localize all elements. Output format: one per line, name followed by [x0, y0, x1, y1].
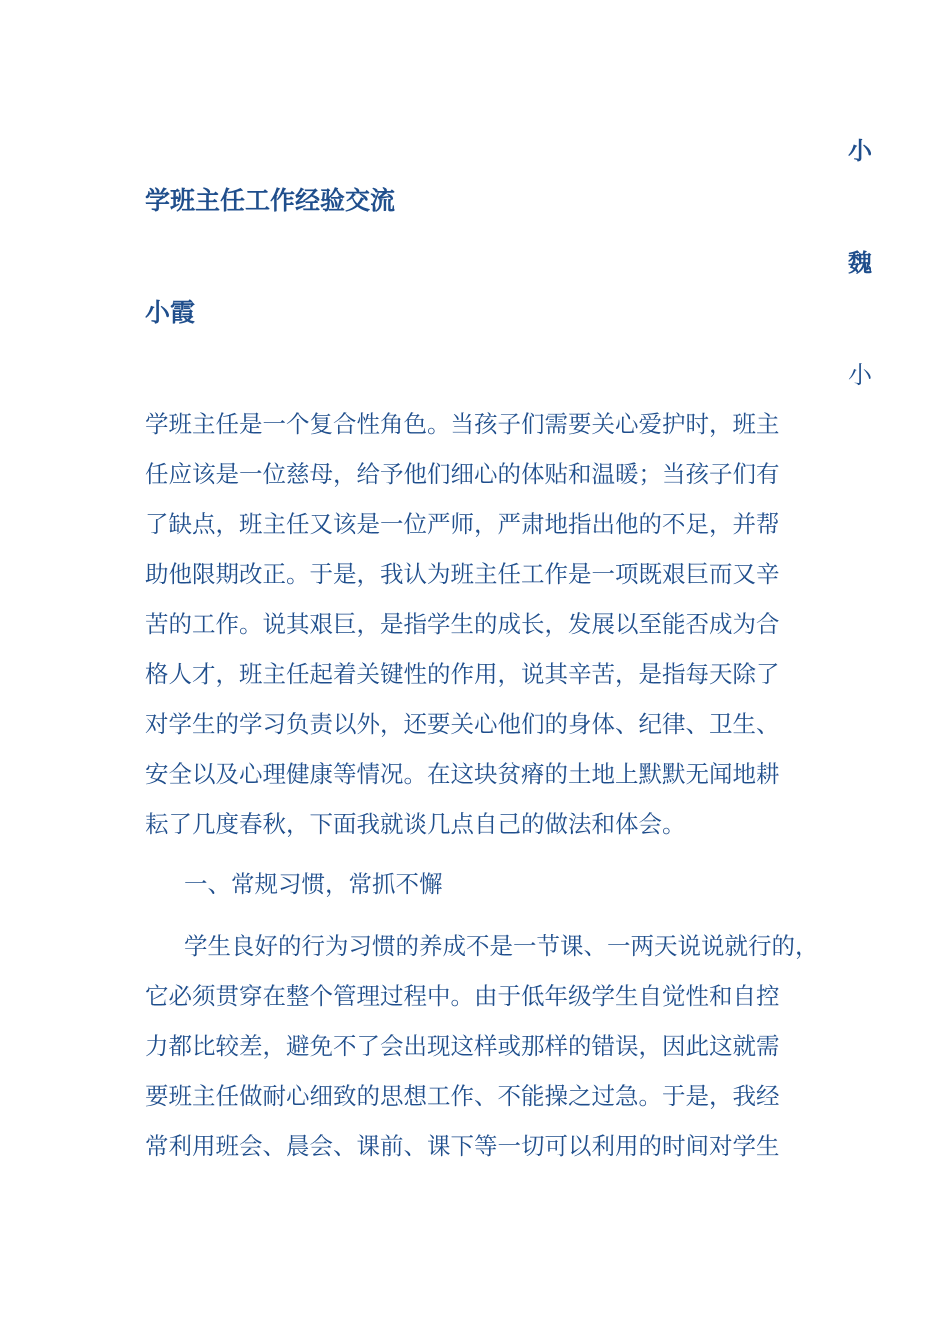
paragraph-line: 耘了几度春秋，下面我就谈几点自己的做法和体会。	[145, 810, 686, 838]
paragraph-line: 格人才，班主任起着关键性的作用，说其辛苦，是指每天除了	[145, 660, 780, 688]
paragraph-line: 要班主任做耐心细致的思想工作、不能操之过急。于是，我经	[145, 1082, 780, 1110]
section-heading: 一、常规习惯，常抓不懈	[184, 870, 443, 898]
side-char-3: 小	[848, 361, 872, 389]
paragraph-line: 它必须贯穿在整个管理过程中。由于低年级学生自觉性和自控	[145, 982, 780, 1010]
paragraph-line: 苦的工作。说其艰巨，是指学生的成长，发展以至能否成为合	[145, 610, 780, 638]
paragraph-line: 任应该是一位慈母，给予他们细心的体贴和温暖；当孩子们有	[145, 460, 780, 488]
side-char-2: 魏	[848, 249, 872, 277]
paragraph-line: 学生良好的行为习惯的养成不是一节课、一两天说说就行的，	[184, 932, 819, 960]
document-title: 学班主任工作经验交流	[145, 186, 396, 215]
side-char-1: 小	[848, 137, 872, 165]
paragraph-line: 力都比较差，避免不了会出现这样或那样的错误，因此这就需	[145, 1032, 780, 1060]
paragraph-line: 了缺点，班主任又该是一位严师，严肃地指出他的不足，并帮	[145, 510, 780, 538]
paragraph-line: 对学生的学习负责以外，还要关心他们的身体、纪律、卫生、	[145, 710, 780, 738]
paragraph-line: 助他限期改正。于是，我认为班主任工作是一项既艰巨而又辛	[145, 560, 780, 588]
paragraph-line: 安全以及心理健康等情况。在这块贫瘠的土地上默默无闻地耕	[145, 760, 780, 788]
author-name: 小霞	[145, 298, 196, 327]
paragraph-line: 常利用班会、晨会、课前、课下等一切可以利用的时间对学生	[145, 1132, 780, 1160]
paragraph-line: 学班主任是一个复合性角色。当孩子们需要关心爱护时，班主	[145, 410, 780, 438]
